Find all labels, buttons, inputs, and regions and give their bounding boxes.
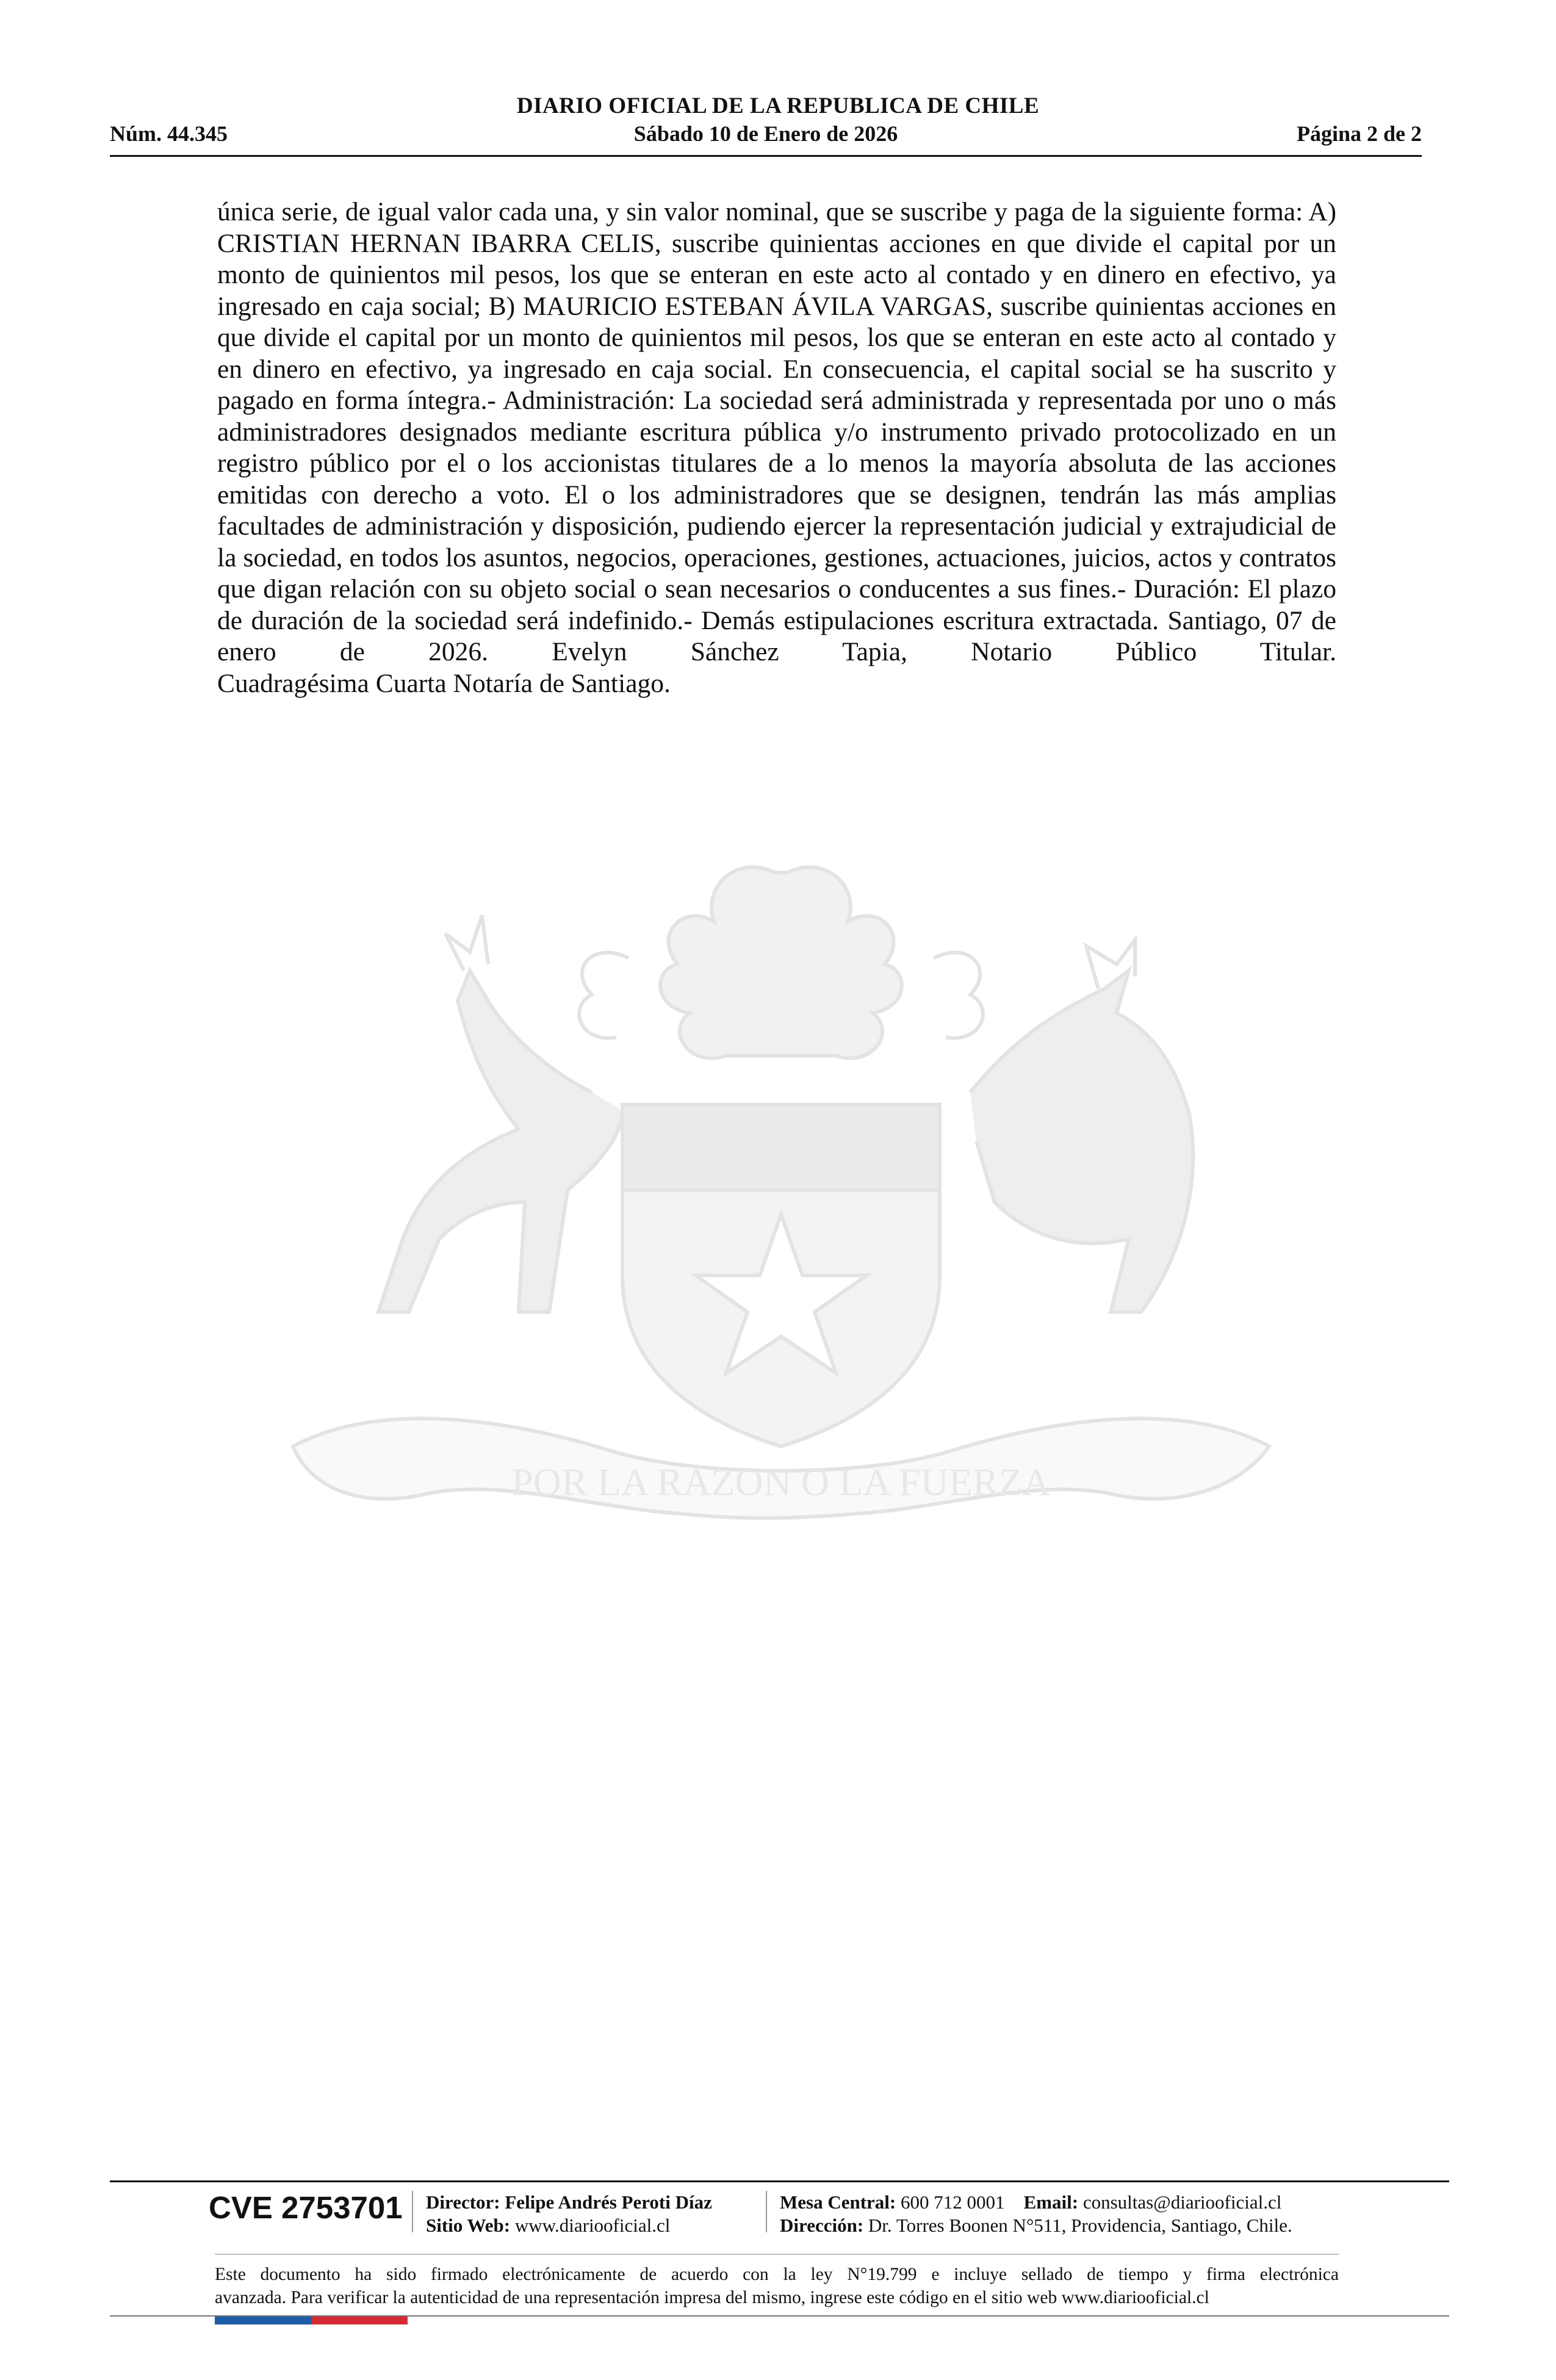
footer-separator <box>412 2191 413 2232</box>
phone-label: Mesa Central: <box>780 2191 896 2213</box>
footer-separator <box>766 2191 767 2232</box>
body-paragraph-text: única serie, de igual valor cada una, y sin valor nominal, que se suscribe y paga de la siguiente forma: A) CRISTIAN HERNAN IBARRA CELIS, suscribe quinientas acciones en que divide el capital por un monto de quinientos mil pesos, los que se enteran en este acto al contado y en dinero en efectivo, ya ingresado en caja social; B) MAURICIO ESTEBAN ÁVILA VARGAS, suscribe quinientas acciones en que divide el capital por un monto de quinientos mil pesos, los que se enteran en este acto al contado y en dinero en efectivo, ya ingresado en caja social. En consecuencia, el capital social se ha suscrito y pagado en forma íntegra.- Administración: La sociedad será administrada y representada por uno o más administradores designados mediante escritura pública y/o instrumento privado protocolizado en un registro público por el o los accionistas titulares de a lo menos la mayoría absoluta de las acciones emitidas con derecho a voto. El o los administradores que se designen, tendrán las más amplias facultades de administración y disposición, pudiendo ejercer la representación judicial y extrajudicial de la sociedad, en todos los asuntos, negocios, operaciones, gestiones, actuaciones, juicios, actos y contratos que digan relación con su objeto social o sean necesarios o conducentes a sus fines.- Duración: El plazo de duración de la sociedad será indefinido.- Demás estipulaciones escritura extractada. Santiago, 07 de enero de 2026. Evelyn Sánchez Tapia, Notario Público Titular. <box>217 197 1336 666</box>
footer-divider-mid <box>215 2254 1339 2255</box>
issue-number: Núm. 44.345 <box>110 121 228 146</box>
legal-line-1: Este documento ha sido firmado electrónicamente de acuerdo con la ley N°19.799 e incluye sellado de tiempo y firma electrónica <box>215 2265 1339 2284</box>
footer-contact-block <box>780 2191 1292 2237</box>
cve-code: CVE 2753701 <box>209 2190 403 2225</box>
body-paragraph <box>217 197 1336 699</box>
page-indicator: Página 2 de 2 <box>1296 121 1422 146</box>
issue-date: Sábado 10 de Enero de 2026 <box>633 121 898 146</box>
coat-of-arms-watermark-icon <box>201 848 1361 1672</box>
publication-title: DIARIO OFICIAL DE LA REPUBLICA DE CHILE <box>516 93 1040 118</box>
director-label: Director: <box>426 2191 500 2213</box>
director-name: Felipe Andrés Peroti Díaz <box>505 2191 712 2213</box>
footer-divider-top <box>110 2180 1449 2182</box>
motto-text: POR LA RAZON O LA FUERZA <box>511 1460 1051 1504</box>
address-label: Dirección: <box>780 2215 864 2236</box>
header-divider <box>110 155 1422 157</box>
phone-value: 600 712 0001 <box>901 2191 1005 2213</box>
body-last-line: Cuadragésima Cuarta Notaría de Santiago. <box>217 668 671 698</box>
email-link[interactable]: consultas@diariooficial.cl <box>1082 2191 1282 2213</box>
legal-notice <box>215 2263 1339 2309</box>
email-label: Email: <box>1023 2191 1079 2213</box>
web-label: Sitio Web: <box>426 2215 511 2236</box>
header-row <box>110 121 1422 151</box>
address-value: Dr. Torres Boonen N°511, Providencia, Santiago, Chile. <box>868 2215 1292 2236</box>
footer-director-block <box>426 2191 712 2237</box>
web-link[interactable]: www.diariooficial.cl <box>514 2215 671 2236</box>
flag-stripe-red <box>311 2317 408 2324</box>
flag-stripe-blue <box>215 2317 311 2324</box>
legal-line-2: avanzada. Para verificar la autenticidad de una representación impresa del mismo, ingrese este código en el sitio web www.diariooficial.cl <box>215 2288 1209 2307</box>
